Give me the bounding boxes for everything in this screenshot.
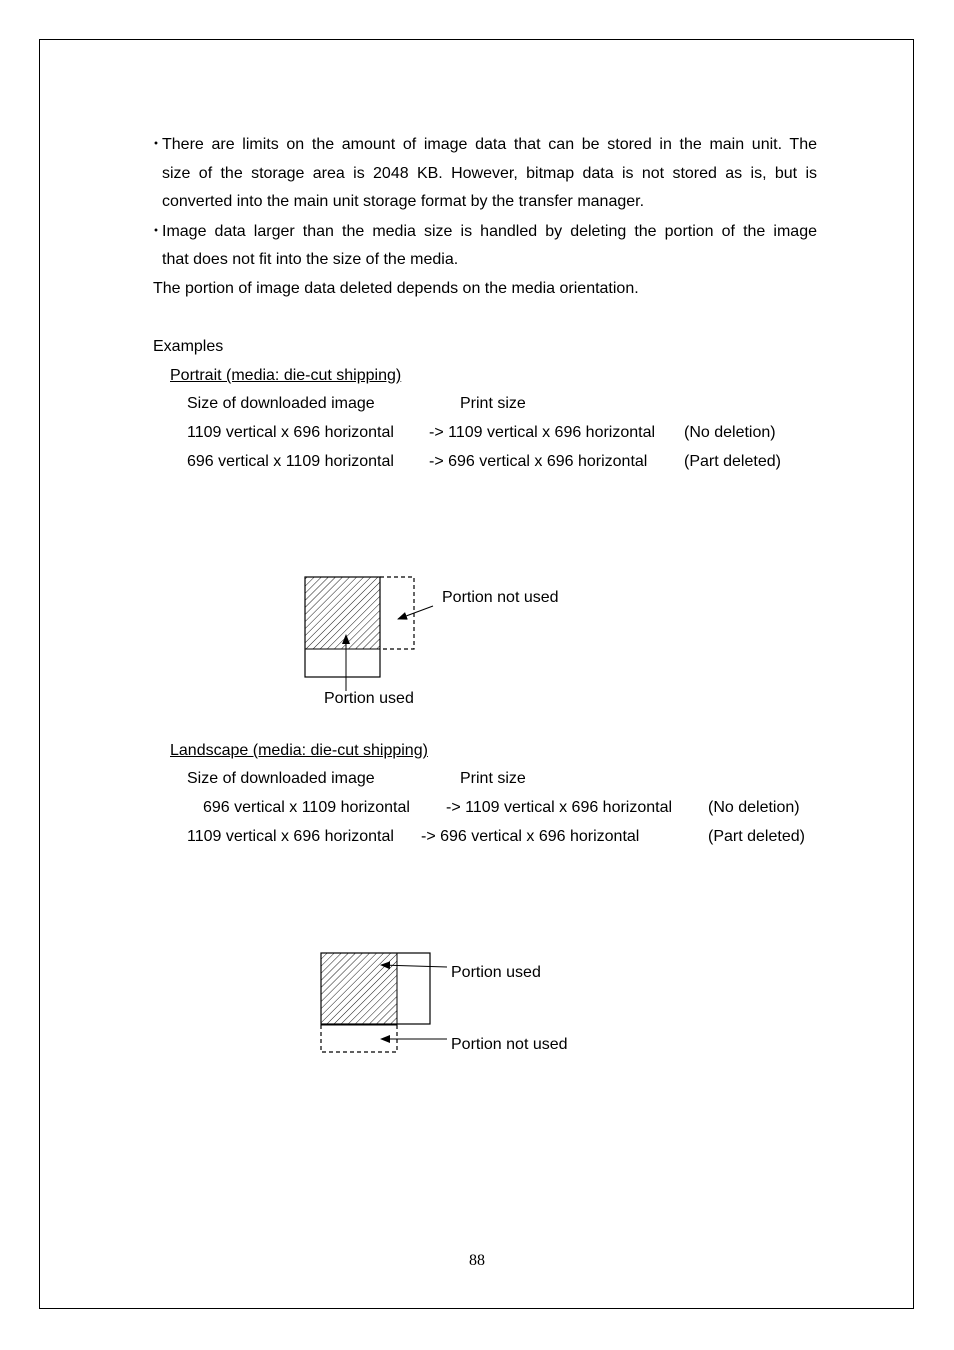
portrait-row-1-downloaded: 1109 vertical x 696 horizontal bbox=[187, 424, 394, 441]
paragraph-2-line-2: that does not fit into the size of the media. bbox=[162, 251, 459, 268]
paragraph-3: The portion of image data deleted depends on the media orientation. bbox=[153, 280, 639, 297]
bullet-1: ・ bbox=[148, 136, 165, 153]
portrait-label-not-used: Portion not used bbox=[442, 589, 559, 606]
landscape-row-1-note: (No deletion) bbox=[708, 799, 800, 816]
landscape-row-1-print: -> 1109 vertical x 696 horizontal bbox=[446, 799, 673, 816]
landscape-row-2-print: -> 696 vertical x 696 horizontal bbox=[421, 828, 640, 845]
page-number: 88 bbox=[469, 1252, 485, 1269]
bullet-2: ・ bbox=[148, 223, 165, 240]
landscape-col-print: Print size bbox=[460, 770, 526, 787]
landscape-row-2-note: (Part deleted) bbox=[708, 828, 805, 845]
landscape-row-1-downloaded: 696 vertical x 1109 horizontal bbox=[203, 799, 410, 816]
portrait-row-1-note: (No deletion) bbox=[684, 424, 776, 441]
paragraph-1-line-1: There are limits on the amount of image data that can be stored in the main unit. The bbox=[162, 136, 817, 153]
portrait-row-2-downloaded: 696 vertical x 1109 horizontal bbox=[187, 453, 394, 470]
portrait-heading: Portrait (media: die-cut shipping) bbox=[170, 367, 402, 384]
landscape-col-downloaded: Size of downloaded image bbox=[187, 770, 375, 787]
landscape-heading: Landscape (media: die-cut shipping) bbox=[170, 742, 428, 759]
paragraph-2-line-1: Image data larger than the media size is handled by deleting the portion of the image bbox=[162, 223, 817, 240]
examples-heading: Examples bbox=[153, 338, 224, 355]
landscape-row-2-downloaded: 1109 vertical x 696 horizontal bbox=[187, 828, 394, 845]
landscape-label-not-used: Portion not used bbox=[451, 1036, 568, 1053]
paragraph-1-line-2: size of the storage area is 2048 KB. However, bitmap data is not stored as is, but is bbox=[162, 165, 817, 182]
portrait-label-used: Portion used bbox=[324, 690, 414, 707]
portrait-col-print: Print size bbox=[460, 395, 526, 412]
portrait-row-2-note: (Part deleted) bbox=[684, 453, 781, 470]
portrait-col-downloaded: Size of downloaded image bbox=[187, 395, 375, 412]
portrait-row-2-print: -> 696 vertical x 696 horizontal bbox=[429, 453, 648, 470]
portrait-row-1-print: -> 1109 vertical x 696 horizontal bbox=[429, 424, 656, 441]
paragraph-1-line-3: converted into the main unit storage format by the transfer manager. bbox=[162, 193, 645, 210]
landscape-used-area bbox=[321, 953, 397, 1025]
landscape-label-used: Portion used bbox=[451, 964, 541, 981]
